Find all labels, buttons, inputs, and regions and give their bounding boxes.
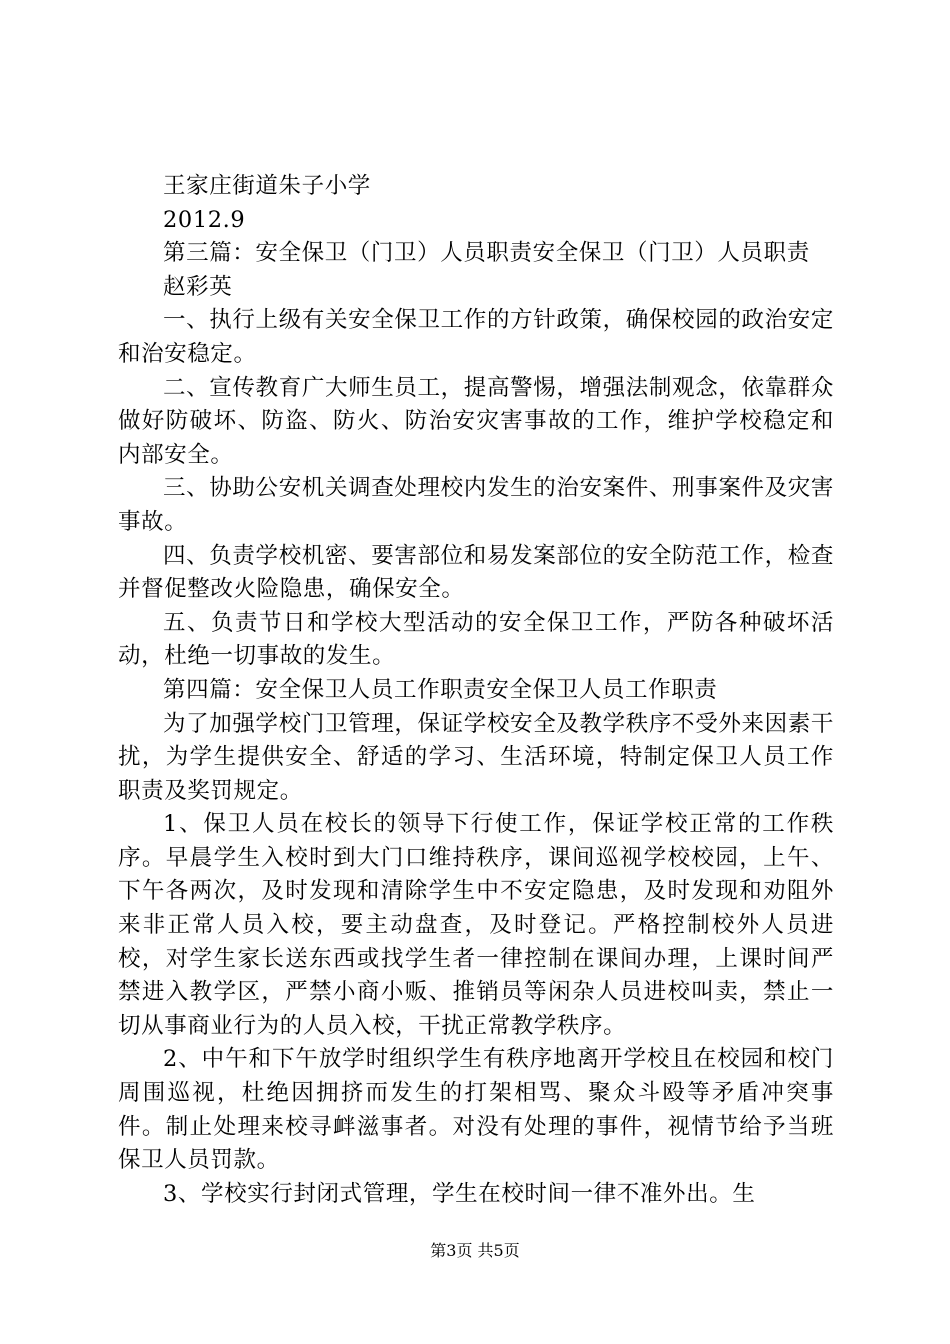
- paragraph-item-4: 四、负责学校机密、要害部位和易发案部位的安全防范工作，检查并督促整改火险隐患，确保安全。: [118, 542, 834, 603]
- paragraph-author: 赵彩英: [163, 273, 233, 300]
- paragraph-date: 2012.9: [163, 206, 246, 233]
- paragraph-school-name: 王家庄街道朱子小学: [163, 173, 371, 199]
- paragraph-item-3: 三、协助公安机关调查处理校内发生的治安案件、刑事案件及灾害事故。: [118, 475, 834, 535]
- paragraph-rule-1: 1、保卫人员在校长的领导下行使工作，保证学校正常的工作秩序。早晨学生入校时到大门口维持秩序，课间巡视学校校园，上午、下午各两次，及时发现和清除学生中不安定隐患，及时发现和劝阻外来非正常人员入校，要主动盘查，及时登记。严格控制校外人员进校，对学生家长送东西或找学生者一律控制在课间办理，上课时间严禁进入教学区，严禁小商小贩、推销员等闲杂人员进校叫卖，禁止一切从事商业行为的人员入校，干扰正常教学秩序。: [118, 811, 834, 1039]
- page-number-footer: 第3页 共5页: [430, 1241, 520, 1260]
- paragraph-heading-3: 第三篇：安全保卫（门卫）人员职责安全保卫（门卫）人员职责: [163, 240, 810, 267]
- document-body: [118, 170, 834, 1211]
- paragraph-heading-4: 第四篇：安全保卫人员工作职责安全保卫人员工作职责: [163, 676, 718, 703]
- paragraph-item-1: 一、执行上级有关安全保卫工作的方针政策，确保校园的政治安定和治安稳定。: [118, 307, 834, 367]
- paragraph-rule-2: 2、中午和下午放学时组织学生有秩序地离开学校且在校园和校门周围巡视，杜绝因拥挤而发生的打架相骂、聚众斗殴等矛盾冲突事件。制止处理来校寻衅滋事者。对没有处理的事件，视情节给予当班保卫人员罚款。: [118, 1046, 834, 1174]
- paragraph-item-5: 五、负责节日和学校大型活动的安全保卫工作，严防各种破坏活动，杜绝一切事故的发生。: [118, 609, 834, 670]
- paragraph-intro: 为了加强学校门卫管理，保证学校安全及教学秩序不受外来因素干扰，为学生提供安全、舒适的学习、生活环境，特制定保卫人员工作职责及奖罚规定。: [118, 710, 834, 804]
- paragraph-rule-3: 3、学校实行封闭式管理，学生在校时间一律不准外出。生: [163, 1180, 756, 1207]
- paragraph-item-2: 二、宣传教育广大师生员工，提高警惕，增强法制观念，依靠群众做好防破坏、防盗、防火、防治安灾害事故的工作，维护学校稳定和内部安全。: [118, 374, 834, 468]
